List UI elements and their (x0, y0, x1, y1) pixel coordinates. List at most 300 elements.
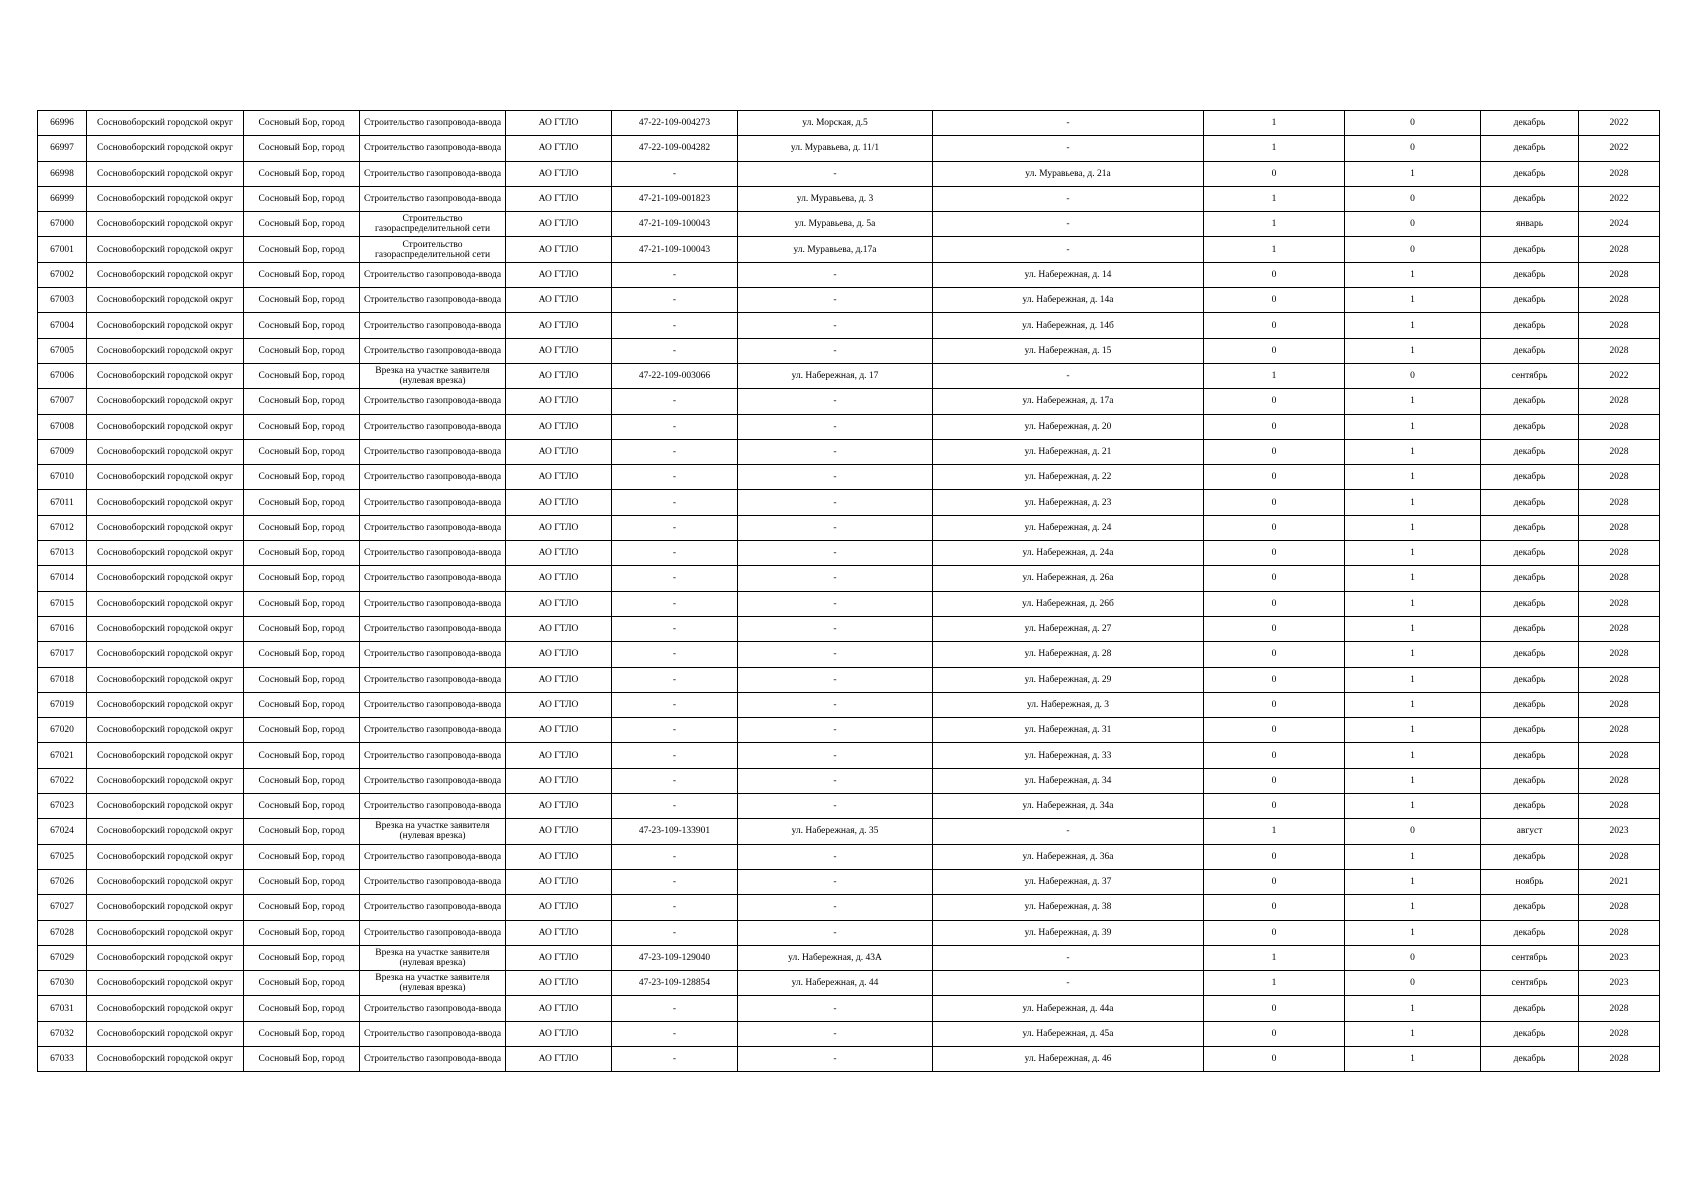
count-a-cell: 1 (1204, 212, 1345, 237)
settlement-cell: Сосновый Бор, город (244, 363, 360, 388)
month-cell: ноябрь (1481, 869, 1579, 894)
organization-cell: АО ГТЛО (506, 136, 612, 161)
work-type-cell: Строительство газопровода-ввода (360, 566, 506, 591)
row-number-cell: 67003 (38, 288, 87, 313)
table-row (38, 136, 1660, 161)
year-cell: 2028 (1579, 768, 1660, 793)
settlement-cell: Сосновый Бор, город (244, 111, 360, 136)
row-number-cell: 67013 (38, 541, 87, 566)
work-type-cell: Строительство газопровода-ввода (360, 313, 506, 338)
count-a-cell: 0 (1204, 288, 1345, 313)
count-b-cell: 1 (1345, 996, 1481, 1021)
cadastral-number-cell: - (612, 338, 738, 363)
organization-cell: АО ГТЛО (506, 363, 612, 388)
organization-cell: АО ГТЛО (506, 161, 612, 186)
organization-cell: АО ГТЛО (506, 945, 612, 970)
object-address-cell: ул. Морская, д.5 (738, 111, 933, 136)
count-a-cell: 1 (1204, 819, 1345, 844)
row-number-cell: 67026 (38, 869, 87, 894)
count-b-cell: 0 (1345, 237, 1481, 262)
month-cell: декабрь (1481, 844, 1579, 869)
count-a-cell: 0 (1204, 692, 1345, 717)
gasification-table (37, 110, 1660, 1072)
year-cell: 2028 (1579, 996, 1660, 1021)
table-row (38, 363, 1660, 388)
settlement-cell: Сосновый Бор, город (244, 161, 360, 186)
organization-cell: АО ГТЛО (506, 237, 612, 262)
count-b-cell: 1 (1345, 768, 1481, 793)
row-number-cell: 66999 (38, 186, 87, 211)
object-address-cell: - (738, 313, 933, 338)
object-address-cell: - (738, 262, 933, 287)
object-address-cell: - (738, 667, 933, 692)
settlement-cell: Сосновый Бор, город (244, 313, 360, 338)
month-cell: декабрь (1481, 288, 1579, 313)
settlement-cell: Сосновый Бор, город (244, 616, 360, 641)
count-b-cell: 1 (1345, 920, 1481, 945)
object-address-cell: - (738, 515, 933, 540)
count-b-cell: 1 (1345, 262, 1481, 287)
work-type-cell: Строительство газопровода-ввода (360, 136, 506, 161)
month-cell: декабрь (1481, 161, 1579, 186)
organization-cell: АО ГТЛО (506, 971, 612, 996)
cadastral-number-cell: 47-23-109-133901 (612, 819, 738, 844)
settlement-cell: Сосновый Бор, город (244, 338, 360, 363)
count-b-cell: 0 (1345, 945, 1481, 970)
count-b-cell: 0 (1345, 136, 1481, 161)
year-cell: 2028 (1579, 844, 1660, 869)
row-number-cell: 67010 (38, 465, 87, 490)
month-cell: декабрь (1481, 465, 1579, 490)
work-type-cell: Строительство газопровода-ввода (360, 186, 506, 211)
district-cell: Сосновоборский городской округ (87, 237, 244, 262)
count-a-cell: 0 (1204, 262, 1345, 287)
count-b-cell: 0 (1345, 111, 1481, 136)
planned-address-cell: ул. Муравьева, д. 21а (933, 161, 1204, 186)
count-a-cell: 0 (1204, 1021, 1345, 1046)
count-b-cell: 1 (1345, 1046, 1481, 1071)
work-type-cell: Строительство газопровода-ввода (360, 541, 506, 566)
object-address-cell: - (738, 895, 933, 920)
table-row (38, 490, 1660, 515)
month-cell: декабрь (1481, 111, 1579, 136)
organization-cell: АО ГТЛО (506, 616, 612, 641)
month-cell: декабрь (1481, 692, 1579, 717)
organization-cell: АО ГТЛО (506, 768, 612, 793)
month-cell: декабрь (1481, 616, 1579, 641)
year-cell: 2028 (1579, 895, 1660, 920)
month-cell: декабрь (1481, 794, 1579, 819)
row-number-cell: 67023 (38, 794, 87, 819)
district-cell: Сосновоборский городской округ (87, 414, 244, 439)
planned-address-cell: ул. Набережная, д. 38 (933, 895, 1204, 920)
district-cell: Сосновоборский городской округ (87, 363, 244, 388)
year-cell: 2028 (1579, 743, 1660, 768)
row-number-cell: 66997 (38, 136, 87, 161)
work-type-cell: Строительство газопровода-ввода (360, 768, 506, 793)
cadastral-number-cell: - (612, 313, 738, 338)
work-type-cell: Строительство газопровода-ввода (360, 591, 506, 616)
table-row (38, 692, 1660, 717)
table-row (38, 515, 1660, 540)
object-address-cell: - (738, 439, 933, 464)
work-type-cell: Врезка на участке заявителя (нулевая врезка) (360, 945, 506, 970)
work-type-cell: Строительство газопровода-ввода (360, 616, 506, 641)
planned-address-cell: ул. Набережная, д. 26б (933, 591, 1204, 616)
row-number-cell: 67018 (38, 667, 87, 692)
object-address-cell: - (738, 718, 933, 743)
row-number-cell: 66998 (38, 161, 87, 186)
month-cell: декабрь (1481, 768, 1579, 793)
settlement-cell: Сосновый Бор, город (244, 541, 360, 566)
year-cell: 2028 (1579, 237, 1660, 262)
row-number-cell: 66996 (38, 111, 87, 136)
planned-address-cell: ул. Набережная, д. 3 (933, 692, 1204, 717)
table-row (38, 642, 1660, 667)
settlement-cell: Сосновый Бор, город (244, 1046, 360, 1071)
table-row (38, 743, 1660, 768)
table-row (38, 996, 1660, 1021)
work-type-cell: Строительство газопровода-ввода (360, 490, 506, 515)
count-a-cell: 0 (1204, 591, 1345, 616)
row-number-cell: 67025 (38, 844, 87, 869)
table-row (38, 844, 1660, 869)
year-cell: 2028 (1579, 566, 1660, 591)
district-cell: Сосновоборский городской округ (87, 490, 244, 515)
table-row (38, 667, 1660, 692)
count-a-cell: 1 (1204, 186, 1345, 211)
work-type-cell: Строительство газораспределительной сети (360, 237, 506, 262)
district-cell: Сосновоборский городской округ (87, 515, 244, 540)
district-cell: Сосновоборский городской округ (87, 642, 244, 667)
month-cell: декабрь (1481, 186, 1579, 211)
district-cell: Сосновоборский городской округ (87, 389, 244, 414)
settlement-cell: Сосновый Бор, город (244, 920, 360, 945)
district-cell: Сосновоборский городской округ (87, 869, 244, 894)
planned-address-cell: ул. Набережная, д. 14а (933, 288, 1204, 313)
work-type-cell: Строительство газопровода-ввода (360, 895, 506, 920)
district-cell: Сосновоборский городской округ (87, 338, 244, 363)
planned-address-cell: ул. Набережная, д. 36а (933, 844, 1204, 869)
count-b-cell: 1 (1345, 465, 1481, 490)
table-row (38, 262, 1660, 287)
month-cell: декабрь (1481, 1021, 1579, 1046)
settlement-cell: Сосновый Бор, город (244, 186, 360, 211)
planned-address-cell: - (933, 819, 1204, 844)
work-type-cell: Строительство газопровода-ввода (360, 111, 506, 136)
year-cell: 2028 (1579, 920, 1660, 945)
year-cell: 2028 (1579, 541, 1660, 566)
organization-cell: АО ГТЛО (506, 465, 612, 490)
cadastral-number-cell: - (612, 566, 738, 591)
table-row (38, 288, 1660, 313)
settlement-cell: Сосновый Бор, город (244, 237, 360, 262)
count-b-cell: 1 (1345, 895, 1481, 920)
district-cell: Сосновоборский городской округ (87, 591, 244, 616)
year-cell: 2028 (1579, 262, 1660, 287)
row-number-cell: 67019 (38, 692, 87, 717)
month-cell: декабрь (1481, 1046, 1579, 1071)
row-number-cell: 67015 (38, 591, 87, 616)
row-number-cell: 67027 (38, 895, 87, 920)
organization-cell: АО ГТЛО (506, 642, 612, 667)
count-a-cell: 0 (1204, 768, 1345, 793)
settlement-cell: Сосновый Бор, город (244, 844, 360, 869)
count-b-cell: 0 (1345, 971, 1481, 996)
count-a-cell: 0 (1204, 718, 1345, 743)
count-a-cell: 1 (1204, 363, 1345, 388)
planned-address-cell: ул. Набережная, д. 14б (933, 313, 1204, 338)
cadastral-number-cell: - (612, 692, 738, 717)
object-address-cell: - (738, 920, 933, 945)
settlement-cell: Сосновый Бор, город (244, 566, 360, 591)
year-cell: 2022 (1579, 136, 1660, 161)
table-row (38, 1021, 1660, 1046)
row-number-cell: 67001 (38, 237, 87, 262)
district-cell: Сосновоборский городской округ (87, 667, 244, 692)
organization-cell: АО ГТЛО (506, 262, 612, 287)
row-number-cell: 67024 (38, 819, 87, 844)
table-row (38, 186, 1660, 211)
count-b-cell: 1 (1345, 414, 1481, 439)
cadastral-number-cell: - (612, 465, 738, 490)
object-address-cell: - (738, 794, 933, 819)
count-a-cell: 1 (1204, 945, 1345, 970)
district-cell: Сосновоборский городской округ (87, 161, 244, 186)
district-cell: Сосновоборский городской округ (87, 616, 244, 641)
organization-cell: АО ГТЛО (506, 288, 612, 313)
year-cell: 2028 (1579, 616, 1660, 641)
count-b-cell: 1 (1345, 718, 1481, 743)
cadastral-number-cell: - (612, 743, 738, 768)
table-row (38, 313, 1660, 338)
settlement-cell: Сосновый Бор, город (244, 414, 360, 439)
row-number-cell: 67004 (38, 313, 87, 338)
table-row (38, 794, 1660, 819)
month-cell: декабрь (1481, 541, 1579, 566)
count-a-cell: 0 (1204, 895, 1345, 920)
row-number-cell: 67000 (38, 212, 87, 237)
district-cell: Сосновоборский городской округ (87, 768, 244, 793)
count-b-cell: 1 (1345, 692, 1481, 717)
month-cell: декабрь (1481, 566, 1579, 591)
planned-address-cell: - (933, 186, 1204, 211)
work-type-cell: Строительство газопровода-ввода (360, 389, 506, 414)
object-address-cell: - (738, 642, 933, 667)
organization-cell: АО ГТЛО (506, 920, 612, 945)
settlement-cell: Сосновый Бор, город (244, 718, 360, 743)
district-cell: Сосновоборский городской округ (87, 920, 244, 945)
count-a-cell: 0 (1204, 541, 1345, 566)
settlement-cell: Сосновый Бор, город (244, 262, 360, 287)
object-address-cell: - (738, 996, 933, 1021)
work-type-cell: Строительство газораспределительной сети (360, 212, 506, 237)
settlement-cell: Сосновый Бор, город (244, 465, 360, 490)
planned-address-cell: ул. Набережная, д. 44а (933, 996, 1204, 1021)
object-address-cell: ул. Набережная, д. 44 (738, 971, 933, 996)
district-cell: Сосновоборский городской округ (87, 313, 244, 338)
object-address-cell: ул. Набережная, д. 17 (738, 363, 933, 388)
district-cell: Сосновоборский городской округ (87, 971, 244, 996)
planned-address-cell: - (933, 111, 1204, 136)
work-type-cell: Строительство газопровода-ввода (360, 718, 506, 743)
district-cell: Сосновоборский городской округ (87, 566, 244, 591)
year-cell: 2023 (1579, 945, 1660, 970)
planned-address-cell: ул. Набережная, д. 21 (933, 439, 1204, 464)
month-cell: август (1481, 819, 1579, 844)
month-cell: декабрь (1481, 313, 1579, 338)
district-cell: Сосновоборский городской округ (87, 111, 244, 136)
cadastral-number-cell: - (612, 490, 738, 515)
table-row (38, 819, 1660, 844)
count-b-cell: 1 (1345, 642, 1481, 667)
count-b-cell: 1 (1345, 389, 1481, 414)
object-address-cell: - (738, 566, 933, 591)
object-address-cell: - (738, 541, 933, 566)
count-b-cell: 1 (1345, 338, 1481, 363)
month-cell: декабрь (1481, 389, 1579, 414)
table-row (38, 566, 1660, 591)
month-cell: декабрь (1481, 591, 1579, 616)
cadastral-number-cell: - (612, 768, 738, 793)
row-number-cell: 67006 (38, 363, 87, 388)
table-row (38, 414, 1660, 439)
year-cell: 2028 (1579, 465, 1660, 490)
district-cell: Сосновоборский городской округ (87, 439, 244, 464)
row-number-cell: 67005 (38, 338, 87, 363)
count-a-cell: 0 (1204, 667, 1345, 692)
work-type-cell: Строительство газопровода-ввода (360, 642, 506, 667)
table-row (38, 1046, 1660, 1071)
month-cell: декабрь (1481, 136, 1579, 161)
cadastral-number-cell: 47-21-109-001823 (612, 186, 738, 211)
organization-cell: АО ГТЛО (506, 515, 612, 540)
count-a-cell: 1 (1204, 971, 1345, 996)
row-number-cell: 67009 (38, 439, 87, 464)
object-address-cell: - (738, 389, 933, 414)
year-cell: 2023 (1579, 971, 1660, 996)
organization-cell: АО ГТЛО (506, 1021, 612, 1046)
table-row (38, 616, 1660, 641)
work-type-cell: Врезка на участке заявителя (нулевая врезка) (360, 819, 506, 844)
month-cell: декабрь (1481, 718, 1579, 743)
district-cell: Сосновоборский городской округ (87, 996, 244, 1021)
month-cell: декабрь (1481, 895, 1579, 920)
count-a-cell: 0 (1204, 996, 1345, 1021)
cadastral-number-cell: - (612, 869, 738, 894)
planned-address-cell: ул. Набережная, д. 39 (933, 920, 1204, 945)
work-type-cell: Строительство газопровода-ввода (360, 692, 506, 717)
planned-address-cell: ул. Набережная, д. 34 (933, 768, 1204, 793)
cadastral-number-cell: - (612, 642, 738, 667)
organization-cell: АО ГТЛО (506, 566, 612, 591)
planned-address-cell: ул. Набережная, д. 24а (933, 541, 1204, 566)
planned-address-cell: ул. Набережная, д. 37 (933, 869, 1204, 894)
object-address-cell: ул. Набережная, д. 35 (738, 819, 933, 844)
organization-cell: АО ГТЛО (506, 186, 612, 211)
year-cell: 2028 (1579, 718, 1660, 743)
organization-cell: АО ГТЛО (506, 111, 612, 136)
organization-cell: АО ГТЛО (506, 692, 612, 717)
object-address-cell: - (738, 1021, 933, 1046)
year-cell: 2028 (1579, 313, 1660, 338)
work-type-cell: Строительство газопровода-ввода (360, 338, 506, 363)
object-address-cell: - (738, 743, 933, 768)
count-a-cell: 1 (1204, 136, 1345, 161)
cadastral-number-cell: - (612, 1021, 738, 1046)
cadastral-number-cell: - (612, 161, 738, 186)
cadastral-number-cell: - (612, 616, 738, 641)
year-cell: 2028 (1579, 794, 1660, 819)
cadastral-number-cell: 47-23-109-129040 (612, 945, 738, 970)
table-row (38, 718, 1660, 743)
district-cell: Сосновоборский городской округ (87, 794, 244, 819)
count-b-cell: 1 (1345, 490, 1481, 515)
count-b-cell: 1 (1345, 616, 1481, 641)
object-address-cell: - (738, 338, 933, 363)
cadastral-number-cell: - (612, 794, 738, 819)
settlement-cell: Сосновый Бор, город (244, 794, 360, 819)
planned-address-cell: ул. Набережная, д. 27 (933, 616, 1204, 641)
count-a-cell: 0 (1204, 389, 1345, 414)
cadastral-number-cell: 47-21-109-100043 (612, 212, 738, 237)
district-cell: Сосновоборский городской округ (87, 718, 244, 743)
organization-cell: АО ГТЛО (506, 819, 612, 844)
settlement-cell: Сосновый Бор, город (244, 819, 360, 844)
work-type-cell: Строительство газопровода-ввода (360, 667, 506, 692)
year-cell: 2028 (1579, 591, 1660, 616)
row-number-cell: 67021 (38, 743, 87, 768)
planned-address-cell: - (933, 136, 1204, 161)
object-address-cell: - (738, 616, 933, 641)
district-cell: Сосновоборский городской округ (87, 212, 244, 237)
organization-cell: АО ГТЛО (506, 869, 612, 894)
count-a-cell: 0 (1204, 439, 1345, 464)
organization-cell: АО ГТЛО (506, 794, 612, 819)
table-row (38, 338, 1660, 363)
count-b-cell: 1 (1345, 667, 1481, 692)
planned-address-cell: - (933, 237, 1204, 262)
year-cell: 2024 (1579, 212, 1660, 237)
row-number-cell: 67016 (38, 616, 87, 641)
table-row (38, 389, 1660, 414)
year-cell: 2022 (1579, 363, 1660, 388)
organization-cell: АО ГТЛО (506, 389, 612, 414)
row-number-cell: 67011 (38, 490, 87, 515)
settlement-cell: Сосновый Бор, город (244, 288, 360, 313)
settlement-cell: Сосновый Бор, город (244, 389, 360, 414)
settlement-cell: Сосновый Бор, город (244, 439, 360, 464)
count-a-cell: 0 (1204, 161, 1345, 186)
cadastral-number-cell: - (612, 414, 738, 439)
count-b-cell: 0 (1345, 212, 1481, 237)
month-cell: декабрь (1481, 642, 1579, 667)
work-type-cell: Строительство газопровода-ввода (360, 996, 506, 1021)
object-address-cell: ул. Муравьева, д. 11/1 (738, 136, 933, 161)
planned-address-cell: ул. Набережная, д. 33 (933, 743, 1204, 768)
organization-cell: АО ГТЛО (506, 313, 612, 338)
organization-cell: АО ГТЛО (506, 743, 612, 768)
row-number-cell: 67002 (38, 262, 87, 287)
cadastral-number-cell: 47-22-109-004273 (612, 111, 738, 136)
organization-cell: АО ГТЛО (506, 996, 612, 1021)
count-a-cell: 0 (1204, 616, 1345, 641)
year-cell: 2021 (1579, 869, 1660, 894)
cadastral-number-cell: - (612, 667, 738, 692)
organization-cell: АО ГТЛО (506, 212, 612, 237)
planned-address-cell: - (933, 971, 1204, 996)
month-cell: январь (1481, 212, 1579, 237)
